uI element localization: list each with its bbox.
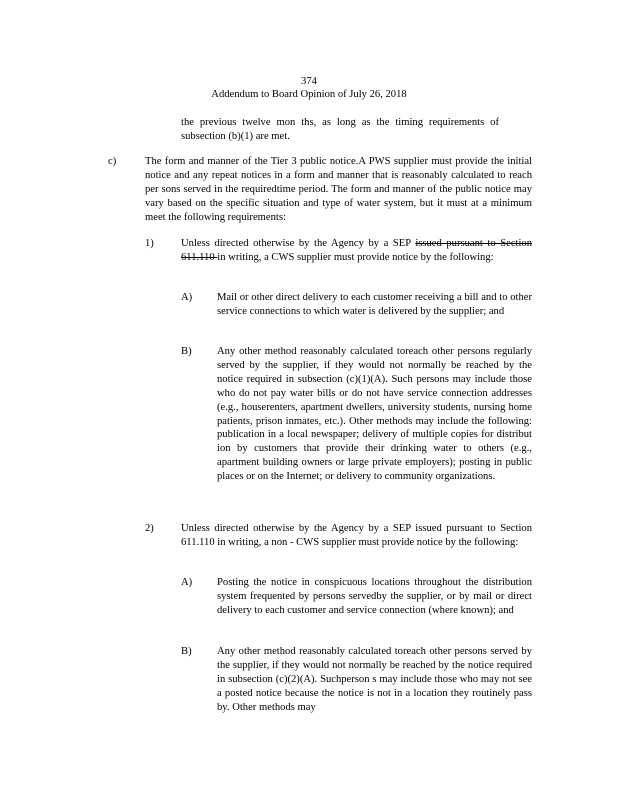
item-2-paragraph: Unless directed otherwise by the Agency by a SEP issued pursuant to Section 611.110 in writing, a non - CWS supplier must provide notice by the following:: [181, 523, 532, 548]
item-1-text-before: Unless directed otherwise by the Agency by a SEP: [181, 238, 416, 249]
item-c-paragraph: The form and manner of the Tier 3 public notice.A PWS supplier must provide the initial notice and any repeat notices in a form and manner that is reasonably calculated to reach per sons served in the requiredtime period. The form and manner of the public notice may vary based on the specific situation and type of water system, but it must at a minimum meet the following requirements:: [145, 156, 532, 223]
continuation-paragraph: the previous twelve mon ths, as long as the timing requirements of subsection (b)(1) are met.: [181, 117, 499, 142]
item-1A-label: A): [181, 292, 193, 303]
item-2B-paragraph: Any other method reasonably calculated toreach other persons served by the supplier, if they would not normally be reached by the notice required in subsection (c)(2)(A). Suchperson s may include those who may not see a posted notice because the notice is not in a location they routinely pass by. Other methods may: [217, 646, 532, 713]
page-number: 374: [301, 76, 317, 87]
item-1A-paragraph: Mail or other direct delivery to each customer receiving a bill and to other service connections to which water is delivered by the supplier; and: [217, 292, 532, 317]
item-1-struck-text: issued pursuant to Section 611.110: [181, 238, 532, 263]
item-2A-label: A): [181, 577, 193, 588]
item-c-label: c): [108, 156, 117, 167]
item-1-paragraph: [181, 237, 532, 265]
item-2B-label: B): [181, 646, 192, 657]
item-1-text-after: in writing, a CWS supplier must provide notice by the following:: [217, 251, 494, 263]
item-2A-paragraph: Posting the notice in conspicuous locations throughout the distribution system frequented by persons servedby the supplier, or by mail or direct delivery to each customer and service connection (where known); and: [217, 577, 532, 616]
item-1B-paragraph: Any other method reasonably calculated toreach other persons regularly served by the supplier, if they would not normally be reached by the notice required in subsection (c)(1)(A). Such persons may include those who do not pay water bills or do not have service connection addresses (e.g., houserenters, apartment dwellers, university students, nursing home patients, prison inmates, etc.). Other methods may include the following: publication in a local newspaper; delivery of multiple copies for distribut ion by customers that provide their drinking water to others (e.g., apartment building owners or large private employers); posting in public places or on the Internet; or delivery to community organizations.: [217, 346, 532, 483]
item-1-label: 1): [145, 238, 154, 249]
item-1B-label: B): [181, 346, 192, 357]
item-2-label: 2): [145, 523, 154, 534]
page-header-title: Addendum to Board Opinion of July 26, 2018: [211, 89, 407, 100]
